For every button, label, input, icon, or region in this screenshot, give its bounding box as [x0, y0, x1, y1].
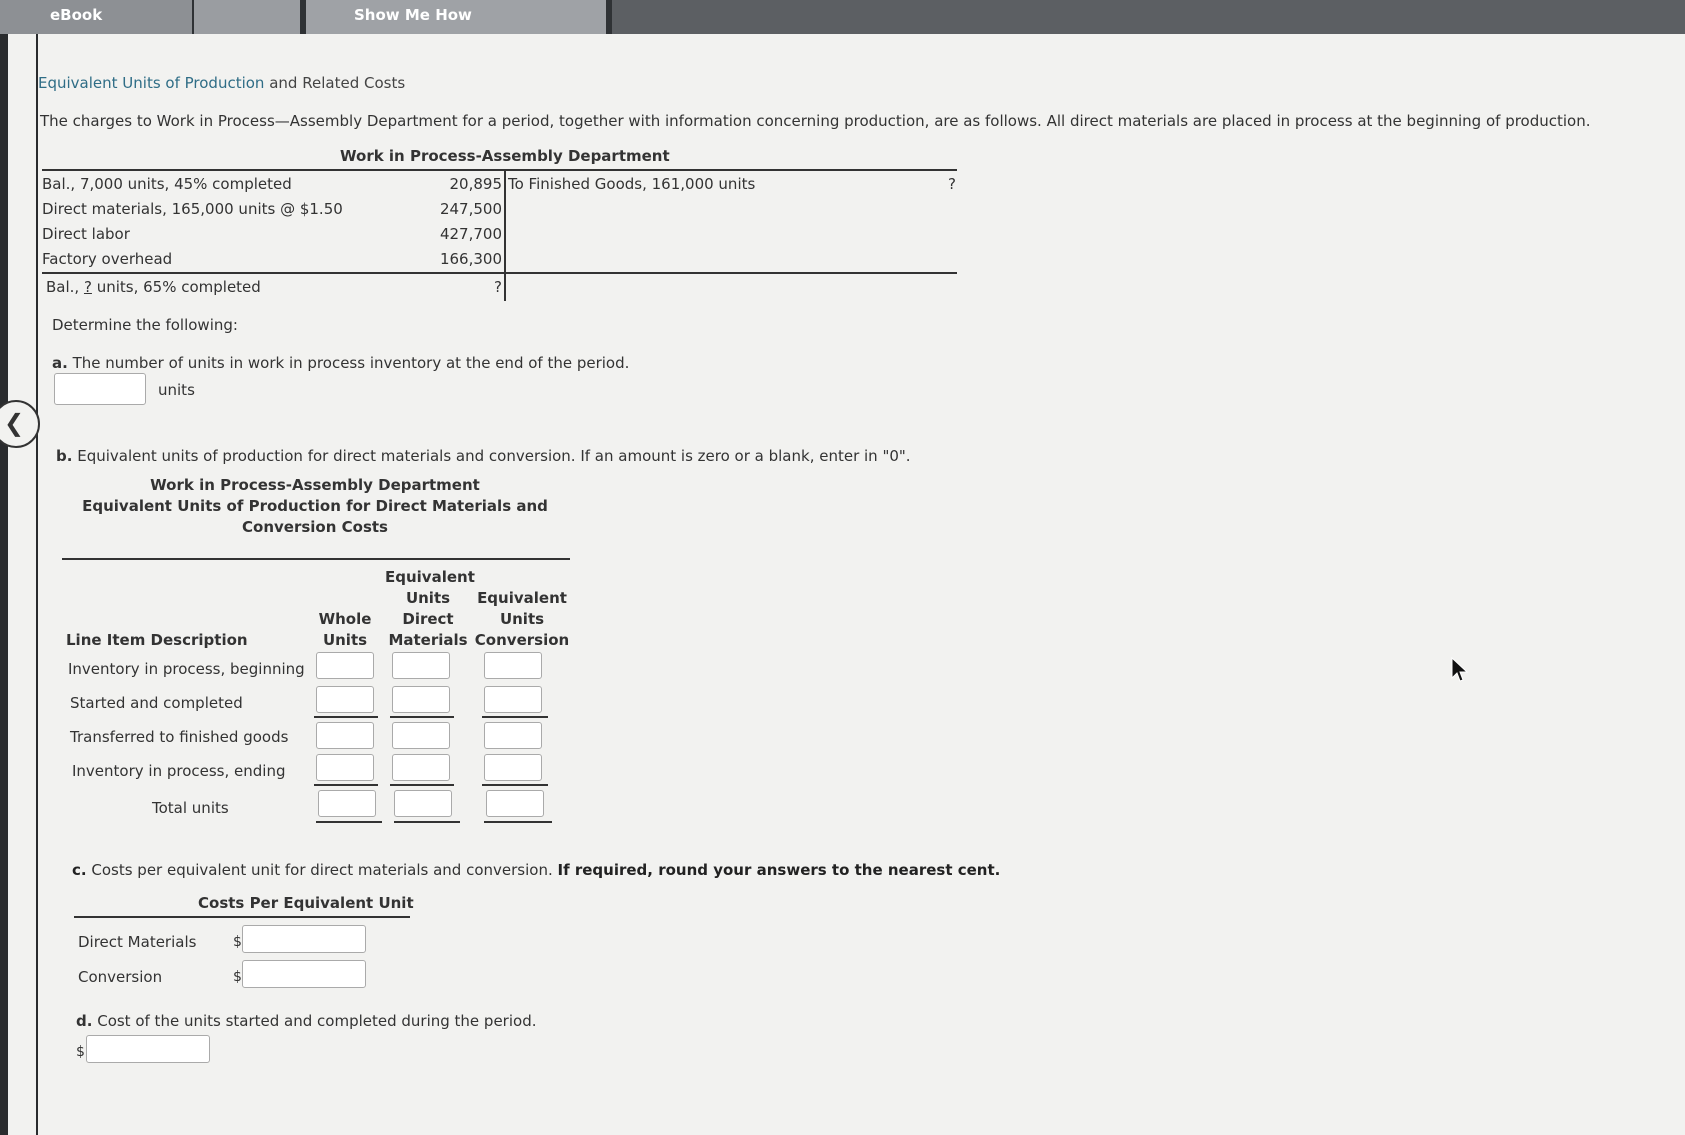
- question-c: [72, 861, 1000, 879]
- ending-balance-label: [46, 278, 261, 296]
- subtotal-rule: [390, 716, 454, 718]
- total-rule: [394, 821, 460, 823]
- begin-whole-units-input[interactable]: [316, 652, 374, 679]
- ending-conv-units-input[interactable]: [484, 754, 542, 781]
- debit-label: Bal., 7,000 units, 45% completed: [42, 175, 292, 193]
- conversion-cost-per-unit-input[interactable]: [242, 960, 366, 988]
- back-button[interactable]: [0, 400, 40, 448]
- toolbar-filler: [612, 0, 1685, 34]
- subtotal-rule: [314, 716, 378, 718]
- problem-intro: The charges to Work in Process—Assembly Department for a period, together with information concerning production, are as follows. All direct materials are placed in process at the beginning of production.: [40, 112, 1591, 130]
- header-line: Units: [499, 610, 545, 628]
- currency-symbol: $: [233, 934, 242, 950]
- question-a: [52, 354, 629, 372]
- title-part-3: Related Costs: [302, 74, 406, 92]
- total-dm-units-input[interactable]: [394, 790, 452, 817]
- total-conv-units-input[interactable]: [486, 790, 544, 817]
- tab-spacer: [194, 0, 300, 34]
- header-line: Whole: [318, 610, 372, 628]
- eq-units-title-line: Work in Process-Assembly Department: [150, 476, 480, 494]
- ending-balance-amount: ?: [494, 278, 502, 296]
- ending-units-unknown: ?: [83, 278, 92, 296]
- question-a-text: The number of units in work in process inventory at the end of the period.: [72, 354, 630, 372]
- total-rule: [316, 821, 382, 823]
- subtotal-rule: [482, 784, 548, 786]
- credit-amount: ?: [948, 175, 956, 193]
- debit-label: Direct labor: [42, 225, 130, 243]
- title-part-2: and: [269, 74, 298, 92]
- currency-symbol: $: [76, 1044, 85, 1060]
- header-line: Units: [322, 631, 368, 649]
- t-account: [42, 169, 957, 302]
- eq-units-title-line: Conversion Costs: [242, 518, 388, 536]
- question-d: [76, 1012, 536, 1030]
- t-account-title: Work in Process-Assembly Department: [340, 147, 670, 165]
- question-c-text: Costs per equivalent unit for direct materials and conversion.: [91, 861, 553, 879]
- started-completed-conv-units-input[interactable]: [484, 686, 542, 713]
- debit-amount: 20,895: [449, 175, 502, 193]
- total-whole-units-input[interactable]: [318, 790, 376, 817]
- content-border: [36, 34, 38, 1135]
- eq-units-title: [60, 475, 570, 538]
- row-label: Started and completed: [70, 694, 243, 712]
- dm-cost-per-unit-input[interactable]: [242, 925, 366, 953]
- eq-units-title-line: Equivalent Units of Production for Direct Materials and: [82, 497, 548, 515]
- row-label: Inventory in process, beginning: [68, 660, 305, 678]
- question-b-text: Equivalent units of production for direct materials and conversion. If an amount is zero or a blank, enter in "0".: [77, 447, 911, 465]
- ending-label-post: units, 65% completed: [91, 278, 261, 296]
- cost-per-unit-rule: [74, 916, 410, 918]
- total-rule: [484, 821, 552, 823]
- transferred-whole-units-input[interactable]: [316, 722, 374, 749]
- tab-show-me-how[interactable]: Show Me How: [306, 0, 606, 34]
- debit-label: Direct materials, 165,000 units @ $1.50: [42, 200, 343, 218]
- question-b-letter: b.: [56, 447, 73, 465]
- transferred-dm-units-input[interactable]: [392, 722, 450, 749]
- t-account-divider: [504, 169, 506, 301]
- started-completed-whole-units-input[interactable]: [316, 686, 374, 713]
- begin-conv-units-input[interactable]: [484, 652, 542, 679]
- question-b: [56, 447, 911, 465]
- subtotal-rule: [482, 716, 548, 718]
- col-header-conversion: [472, 588, 572, 651]
- header-line: Direct: [402, 610, 454, 628]
- header-line: Units: [405, 589, 451, 607]
- begin-dm-units-input[interactable]: [392, 652, 450, 679]
- col-header-whole-units: [310, 609, 380, 651]
- debit-amount: 247,500: [439, 200, 502, 218]
- subtotal-rule: [390, 784, 454, 786]
- credit-label: To Finished Goods, 161,000 units: [508, 175, 756, 193]
- left-edge-bar: [0, 34, 8, 1135]
- units-label: units: [158, 381, 195, 399]
- question-c-rounding: If required, round your answers to the nearest cent.: [557, 861, 1001, 879]
- row-label-total: Total units: [152, 799, 229, 817]
- header-line: Equivalent: [477, 589, 567, 607]
- debit-amount: 166,300: [439, 250, 502, 268]
- col-header-description: Line Item Description: [66, 631, 248, 649]
- question-d-text: Cost of the units started and completed during the period.: [97, 1012, 537, 1030]
- col-header-dm: [385, 567, 475, 651]
- started-completed-dm-units-input[interactable]: [392, 686, 450, 713]
- row-label: Inventory in process, ending: [72, 762, 286, 780]
- determine-label: Determine the following:: [52, 316, 238, 334]
- header-line: Equivalent: [385, 568, 475, 586]
- debit-label: Factory overhead: [42, 250, 173, 268]
- header-line: Materials: [388, 631, 468, 649]
- t-account-total-rule: [42, 272, 957, 274]
- started-completed-cost-input[interactable]: [86, 1035, 210, 1063]
- conversion-cost-label: Conversion: [78, 968, 163, 986]
- eq-table-top-rule: [62, 558, 570, 560]
- ending-units-input[interactable]: [54, 373, 146, 405]
- currency-symbol: $: [233, 969, 242, 985]
- cost-per-unit-title: Costs Per Equivalent Unit: [198, 894, 414, 912]
- debit-amount: 427,700: [439, 225, 502, 243]
- chevron-left-icon: ❮: [4, 409, 25, 437]
- question-c-letter: c.: [72, 861, 87, 879]
- tab-ebook[interactable]: eBook: [0, 0, 192, 34]
- t-account-top-rule: [42, 169, 957, 171]
- ending-label-pre: Bal.,: [46, 278, 84, 296]
- title-part-1: Equivalent Units of Production: [38, 74, 265, 92]
- dm-cost-label: Direct Materials: [78, 933, 197, 951]
- header-line: Conversion: [474, 631, 570, 649]
- question-d-letter: d.: [76, 1012, 93, 1030]
- page-title: [38, 74, 405, 92]
- subtotal-rule: [314, 784, 378, 786]
- question-a-letter: a.: [52, 354, 68, 372]
- ending-dm-units-input[interactable]: [392, 754, 450, 781]
- row-label: Transferred to finished goods: [70, 728, 289, 746]
- transferred-conv-units-input[interactable]: [484, 722, 542, 749]
- ending-whole-units-input[interactable]: [316, 754, 374, 781]
